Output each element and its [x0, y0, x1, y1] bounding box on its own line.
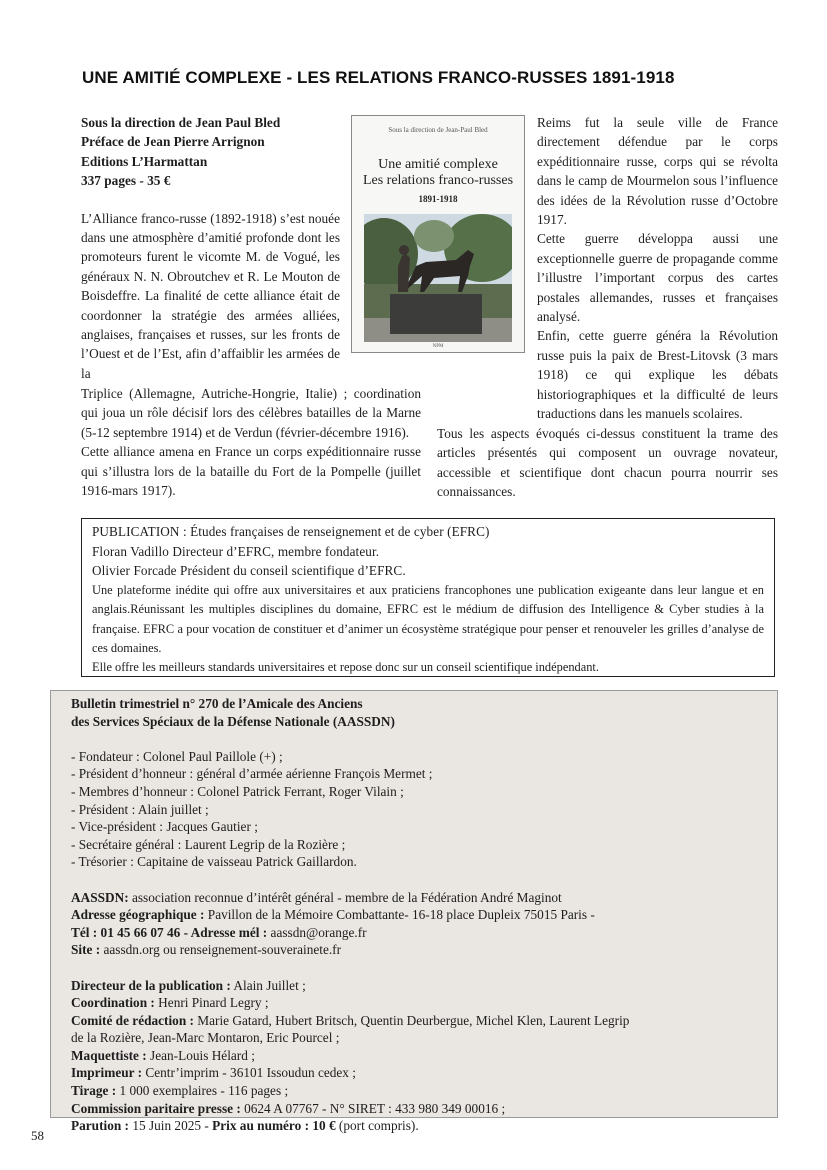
role-president: - Président : Alain juillet ;	[71, 801, 209, 817]
publication-president: Olivier Forcade Président du conseil scientifique d’EFRC.	[92, 563, 406, 579]
site-link[interactable]: aassdn.org ou renseignement-souverainete.fr	[100, 942, 342, 958]
right-column	[537, 113, 778, 424]
role-treasurer: - Trésorier : Capitaine de vaisseau Patrick Gaillardon.	[71, 854, 357, 870]
book-cover-image	[351, 115, 525, 353]
publication-description: Elle offre les meilleurs standards universitaires et repose donc sur un conseil scientifique indépendant.	[92, 660, 599, 675]
print-run-info: Tirage : 1 000 exemplaires - 116 pages ;	[71, 1083, 289, 1099]
article-paragraph: Tous les aspects évoqués ci-dessus constituent la trame des articles présentés qui composent un ouvrage novateur, accessible et scientifique dont chacun pourra nourrir ses connaissances.	[437, 426, 778, 500]
email-link[interactable]: aassdn@orange.fr	[267, 924, 367, 940]
bulletin-heading: des Services Spéciaux de la Défense Nationale (AASSDN)	[71, 713, 395, 729]
left-column-continued	[81, 384, 421, 500]
article-paragraph: Cette guerre développa aussi une exceptionnelle guerre de propagande comme l’illustre l’important corpus des cartes postales allemandes, russes et françaises analysé.	[537, 231, 778, 325]
commission-info: Commission paritaire presse : 0624 A 07767 - N° SIRET : 433 980 349 00016 ;	[71, 1100, 506, 1116]
article-title: UNE AMITIÉ COMPLEXE - LES RELATIONS FRANCO-RUSSES 1891-1918	[82, 68, 675, 87]
article-paragraph: Reims fut la seule ville de France directement défendue par le corps expéditionnaire russe, corps qui se révolta dans le camp de Mourmelon sous l’influence des idées de la Révolution russe d’Octobre 1917.	[537, 115, 778, 228]
bulletin-box	[50, 690, 778, 1134]
bulletin-heading: Bulletin trimestriel n° 270 de l’Amicale des Anciens	[71, 696, 363, 711]
article-paragraph: Cette alliance amena en France un corps expéditionnaire russe qui s’illustra lors de la bataille du Fort de la Pompelle (juillet 1916-mars 1917).	[81, 444, 421, 499]
coordination-info: Coordination : Henri Pinard Legry ;	[71, 995, 269, 1011]
aassdn-info: AASSDN: association reconnue d’intérêt général - membre de la Fédération André Maginot	[71, 889, 562, 905]
role-secretary: - Secrétaire général : Laurent Legrip de la Rozière ;	[71, 836, 346, 852]
contact-info: Tél : 01 45 66 07 46 - Adresse mél : aassdn@orange.fr	[71, 924, 367, 940]
committee-info-continued: de la Rozière, Jean-Marc Montaron, Eric Pourcel ;	[71, 1030, 340, 1046]
cover-title: Une amitié complexe Les relations franco-russes	[362, 157, 514, 188]
cover-photo-equestrian-statue	[364, 214, 512, 342]
cover-publisher-mark: NPM	[432, 344, 444, 349]
page-number: 58	[31, 1128, 44, 1143]
role-founder: - Fondateur : Colonel Paul Paillole (+) ;	[71, 748, 283, 764]
article-paragraph: L’Alliance franco-russe (1892-1918) s’est nouée dans une atmosphère d’amitié profonde dont les promoteurs furent le vicomte M. de Vogué, les généraux N. N. Obroutchev et R. Le Mouton de Boisdeffre. La finalité de cette alliance était de coordonner la stratégie des armées alliées, anglaises, françaises et russes, sur les fronts de l’Ouest et de l’Est, afin d’affaiblir les armées de la	[81, 210, 340, 381]
site-info: Site : aassdn.org ou renseignement-souverainete.fr	[71, 942, 342, 958]
right-column-continued	[437, 424, 778, 502]
article-paragraph: Enfin, cette guerre généra la Révolution russe puis la paix de Brest-Litovsk (3 mars 1918) ce qui explique les débats historiographiques et la difficulté de leurs traductions dans les manuels scolaires.	[537, 328, 778, 422]
publication-box	[81, 518, 775, 677]
cover-direction: Sous la direction de Jean-Paul Bled	[388, 126, 488, 134]
role-honorary-members: - Membres d’honneur : Colonel Patrick Ferrant, Roger Vilain ;	[71, 783, 404, 799]
cover-years: 1891-1918	[418, 194, 458, 204]
publication-title: PUBLICATION : Études françaises de renseignement et de cyber (EFRC)	[92, 524, 490, 539]
left-column	[81, 113, 340, 383]
book-publisher: Editions L’Harmattan	[81, 153, 208, 169]
publication-description: Une plateforme inédite qui offre aux universitaires et aux praticiens francophones une publication exigeante dans leur langue et en anglais.Réunissant les multiples disciplines du domaine, EFRC est le médium de diffusion des Intelligence & Cyber studies à la française. EFRC a pour vocation de constituer et d’animer un écosystème stratégique pour penser et renouveler les grilles d’analyse de ces domaines.	[92, 582, 764, 655]
book-pages-price: 337 pages - 35 €	[81, 173, 171, 189]
role-honorary-president: - Président d’honneur : général d’armée aérienne François Mermet ;	[71, 766, 433, 782]
publication-director: Floran Vadillo Directeur d’EFRC, membre fondateur.	[92, 543, 380, 559]
book-preface: Préface de Jean Pierre Arrignon	[81, 134, 265, 150]
layout-info: Maquettiste : Jean-Louis Hélard ;	[71, 1047, 255, 1063]
book-direction: Sous la direction de Jean Paul Bled	[81, 115, 281, 130]
release-info: Parution : 15 Juin 2025 - Prix au numéro : 10 € (port compris).	[71, 1118, 419, 1134]
article-paragraph: Triplice (Allemagne, Autriche-Hongrie, Italie) ; coordination qui joua un rôle décisif lors des célèbres batailles de la Marne (5-12 septembre 1914) et de Verdun (février-décembre 1916).	[81, 386, 421, 440]
director-info: Directeur de la publication : Alain Juillet ;	[71, 977, 306, 993]
printer-info: Imprimeur : Centr’imprim - 36101 Issoudun cedex ;	[71, 1065, 356, 1081]
role-vice-president: - Vice-président : Jacques Gautier ;	[71, 819, 258, 835]
address-info: Adresse géographique : Pavillon de la Mémoire Combattante- 16-18 place Dupleix 75015 Paris -	[71, 907, 595, 923]
committee-info: Comité de rédaction : Marie Gatard, Hubert Britsch, Quentin Deurbergue, Michel Klen, Laurent Legrip	[71, 1012, 630, 1028]
